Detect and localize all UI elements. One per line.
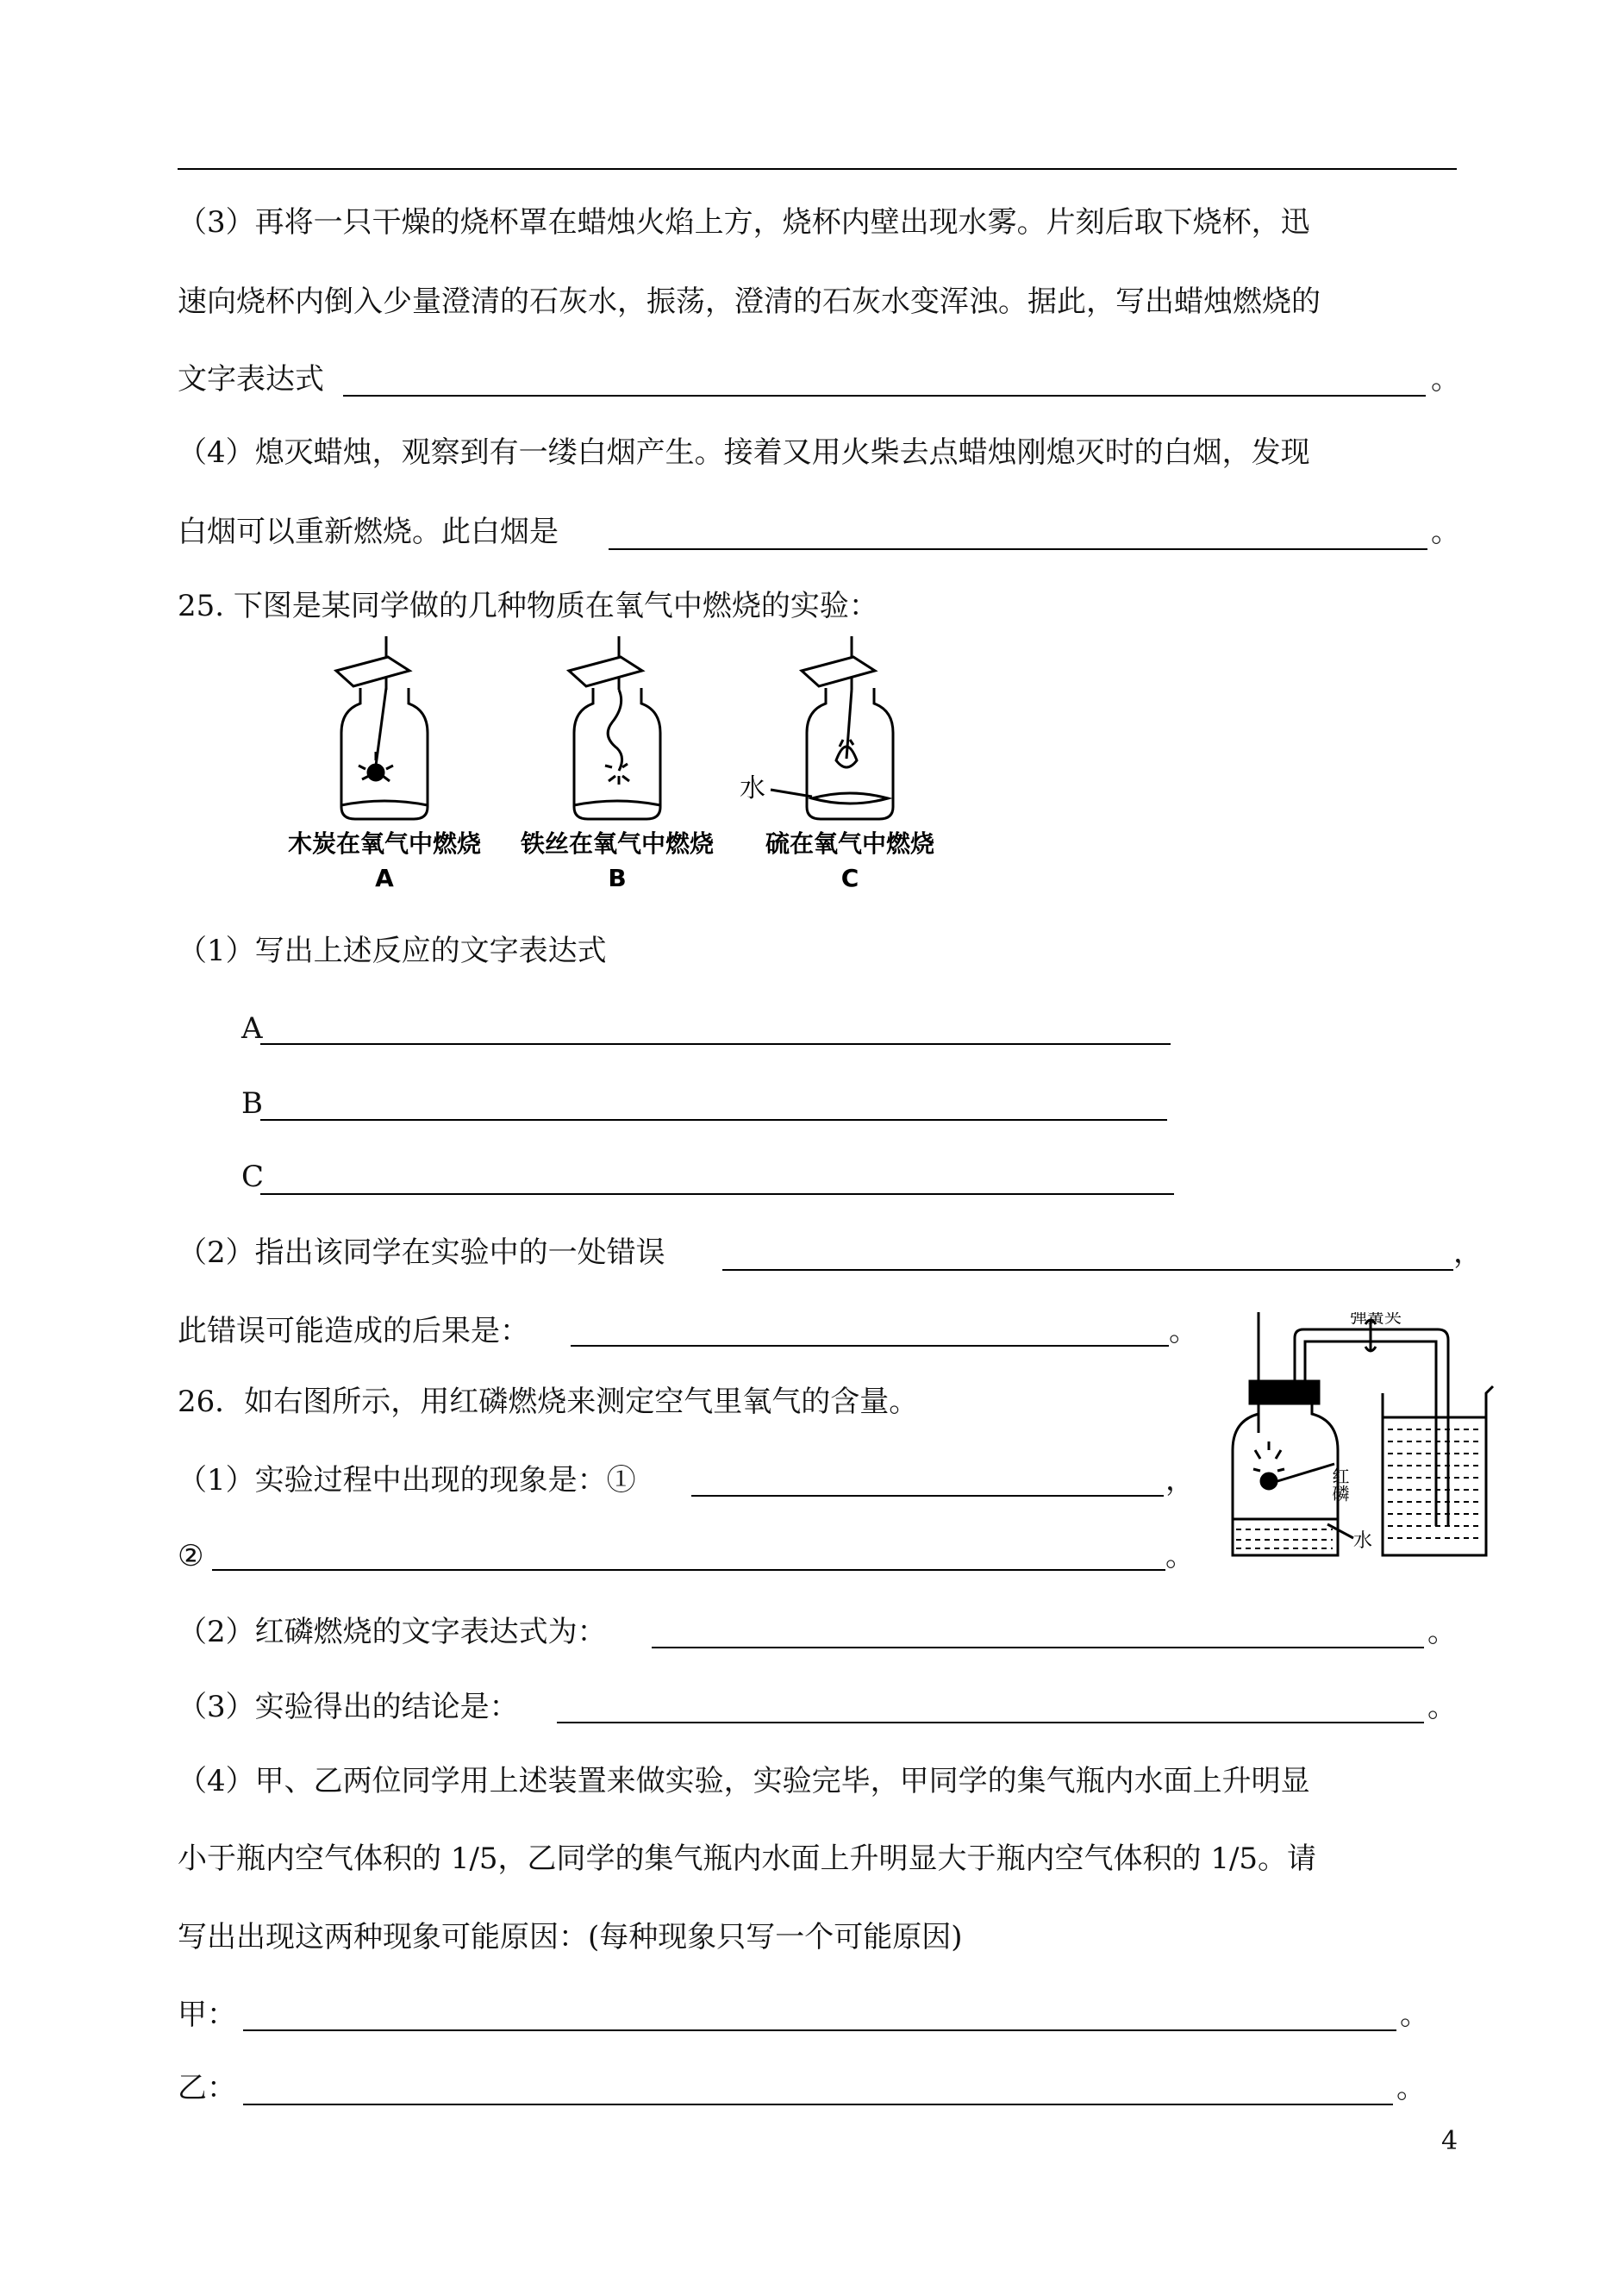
answer-blank-q24-4[interactable] bbox=[609, 548, 1427, 550]
q26-p1b-end: 。 bbox=[1165, 1539, 1195, 1573]
letter-a: A bbox=[375, 864, 394, 892]
q26-yi-end: 。 bbox=[1396, 2071, 1426, 2105]
q25-p2b-end: 。 bbox=[1169, 1314, 1198, 1348]
answer-blank-q26-jia[interactable] bbox=[243, 2029, 1396, 2031]
q24-p3-line1: （3）再将一只干燥的烧杯罩在蜡烛火焰上方，烧杯内壁出现水雾。片刻后取下烧杯，迅 bbox=[178, 205, 1310, 240]
answer-blank-q25-b[interactable] bbox=[260, 1119, 1167, 1121]
bottle-c bbox=[771, 636, 893, 819]
phosphorus-apparatus-figure bbox=[1224, 1312, 1508, 1571]
phosphorus-apparatus-diagram bbox=[1224, 1312, 1508, 1571]
answer-blank-q25-2b[interactable] bbox=[571, 1345, 1169, 1347]
q26-p2: （2）红磷燃烧的文字表达式为： bbox=[178, 1615, 607, 1649]
q24-p4-end: 。 bbox=[1431, 515, 1460, 549]
q26-stem: 26．如右图所示，用红磷燃烧来测定空气里氧气的含量。 bbox=[178, 1385, 919, 1419]
q26-p2-end: 。 bbox=[1427, 1615, 1457, 1649]
q25-p2-end: ， bbox=[1453, 1235, 1483, 1270]
answer-blank-q26-2[interactable] bbox=[652, 1647, 1424, 1648]
q25-label-b: B bbox=[241, 1086, 263, 1121]
q25-label-a: A bbox=[241, 1011, 263, 1046]
q26-jia-end: 。 bbox=[1400, 1998, 1429, 2032]
answer-blank-q25-a[interactable] bbox=[260, 1043, 1171, 1045]
caption-b: 铁丝在氧气中燃烧 bbox=[520, 829, 715, 858]
q24-p3-line2: 速向烧杯内倒入少量澄清的石灰水，振荡，澄清的石灰水变浑浊。据此，写出蜡烛燃烧的 bbox=[178, 285, 1321, 319]
answer-blank-q24-3[interactable] bbox=[343, 395, 1426, 397]
q25-p2: （2）指出该同学在实验中的一处错误 bbox=[178, 1235, 665, 1270]
q25-p2b: 此错误可能造成的后果是： bbox=[178, 1314, 529, 1348]
q26-p4-line1: （4）甲、乙两位同学用上述装置来做实验，实验完毕，甲同学的集气瓶内水面上升明显 bbox=[178, 1764, 1310, 1798]
water-label-c: 水 bbox=[740, 773, 765, 804]
answer-blank-q26-1a[interactable] bbox=[691, 1495, 1164, 1497]
q26-p4-line2: 小于瓶内空气体积的 1/5，乙同学的集气瓶内水面上升明显大于瓶内空气体积的 1/5。请 bbox=[178, 1842, 1317, 1876]
answer-blank-q25-2[interactable] bbox=[722, 1269, 1453, 1271]
q26-p1b: ② bbox=[178, 1539, 204, 1573]
answer-blank-q26-1b[interactable] bbox=[212, 1569, 1165, 1571]
q24-p4-line2: 白烟可以重新燃烧。此白烟是 bbox=[178, 515, 559, 549]
q26-p1-end: ， bbox=[1165, 1463, 1195, 1498]
q26-yi-label: 乙： bbox=[178, 2071, 236, 2105]
q26-jia-label: 甲： bbox=[178, 1998, 236, 2032]
q25-stem: 25. 下图是某同学做的几种物质在氧气中燃烧的实验： bbox=[178, 589, 878, 623]
water-label-beaker: 水 bbox=[1353, 1530, 1373, 1552]
answer-blank-q26-yi[interactable] bbox=[243, 2104, 1393, 2105]
bottle-b bbox=[569, 636, 660, 819]
q26-p3-end: 。 bbox=[1427, 1690, 1457, 1724]
clamp-label: 弹簧夹 bbox=[1350, 1312, 1402, 1327]
combustion-figure bbox=[284, 636, 974, 895]
answer-blank-q25-c[interactable] bbox=[260, 1193, 1174, 1195]
answer-blank-q26-3[interactable] bbox=[557, 1722, 1424, 1723]
q24-p3-end: 。 bbox=[1431, 362, 1460, 397]
letter-b: B bbox=[608, 864, 627, 892]
q25-label-c: C bbox=[241, 1160, 265, 1194]
q25-p1: （1）写出上述反应的文字表达式 bbox=[178, 934, 607, 968]
combustion-bottles-diagram bbox=[284, 636, 974, 895]
header-rule bbox=[178, 168, 1457, 170]
phosphorus-label: 红磷 bbox=[1329, 1467, 1350, 1502]
q24-p4-line1: （4）熄灭蜡烛，观察到有一缕白烟产生。接着又用火柴去点蜡烛刚熄灭时的白烟，发现 bbox=[178, 435, 1310, 470]
q26-p3: （3）实验得出的结论是： bbox=[178, 1690, 519, 1724]
caption-a: 木炭在氧气中燃烧 bbox=[287, 829, 482, 858]
caption-c: 硫在氧气中燃烧 bbox=[765, 829, 935, 858]
letter-c: C bbox=[840, 864, 859, 892]
q26-p1: （1）实验过程中出现的现象是：① bbox=[178, 1463, 636, 1498]
q26-p4-line3: 写出出现这两种现象可能原因：(每种现象只写一个可能原因) bbox=[178, 1920, 963, 1954]
bottle-a bbox=[336, 636, 428, 819]
q24-p3-line3: 文字表达式 bbox=[178, 362, 324, 397]
page-number: 4 bbox=[1441, 2126, 1458, 2156]
